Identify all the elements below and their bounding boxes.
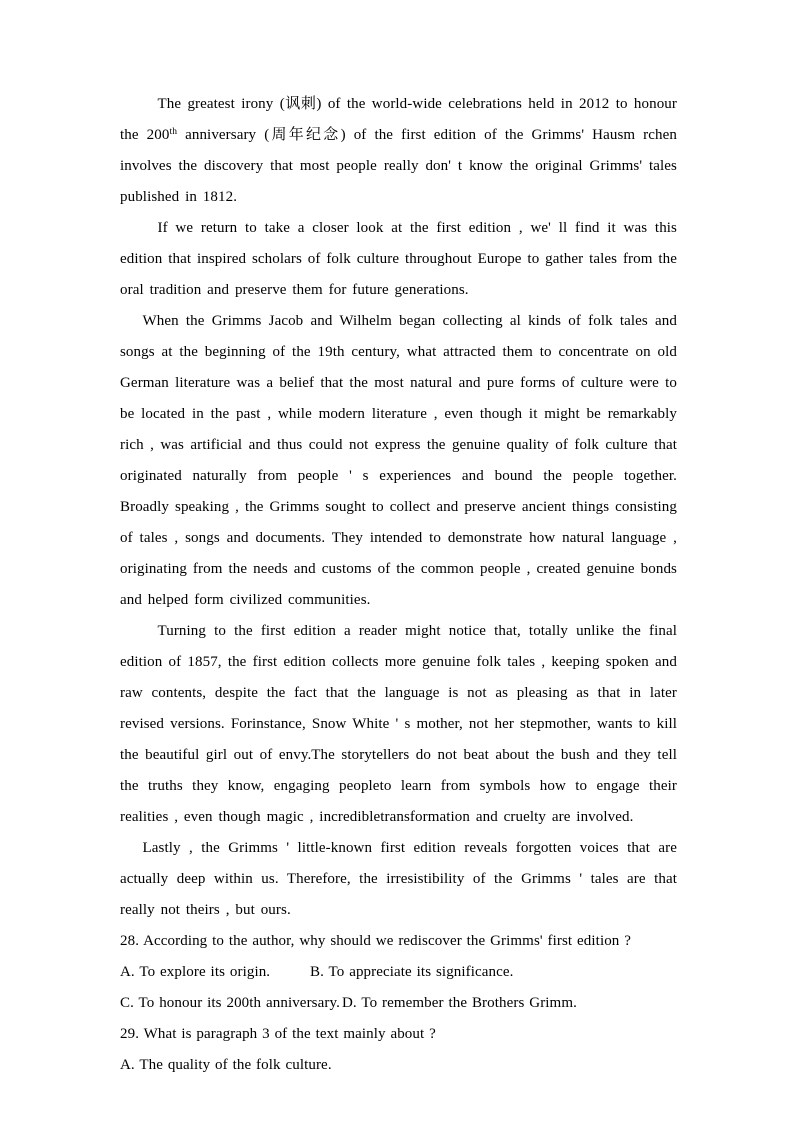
paragraph-3: When the Grimms Jacob and Wilhelm began collecting al kinds of folk tales and songs at the beginning of the 19th century, what attracted them to concentrate on old German literature was a belief that the most natural and pure forms of culture were to be located in the past , while modern literature , even though it might be remarkably rich , was artificial and thus could not express the genuine quality of folk culture that originated naturally from people ' s experiences and bound the people together. Broadly speaking , the Grimms sought to collect and preserve ancient things consisting of tales , songs and documents. They intended to demonstrate how natural language , originating from the needs and customs of the common people , created genuine bonds and helped form civilized communities. <box>120 313 677 608</box>
question-28-option-d: D. To remember the Brothers Grimm. <box>342 995 577 1011</box>
paragraph-5: Lastly , the Grimms ' little-known first edition reveals forgotten voices that are actually deep within us. Therefore, the irresistibility of the Grimms ' tales are that really not theirs , but ours. <box>120 840 677 918</box>
ordinal-th-superscript: th <box>169 127 178 137</box>
question-29-stem: 29. What is paragraph 3 of the text mainly about ? <box>120 1026 436 1042</box>
paragraph-1 <box>120 89 677 213</box>
question-28-stem: 28. According to the author, why should we rediscover the Grimms' first edition ? <box>120 933 632 949</box>
question-28-option-b: B. To appreciate its significance. <box>310 964 514 980</box>
question-28-option-a: A. To explore its origin. <box>120 964 271 980</box>
question-29-option-a: A. The quality of the folk culture. <box>120 1057 332 1073</box>
paragraph-2: If we return to take a closer look at the first edition , we' ll find it was this edition that inspired scholars of folk culture throughout Europe to gather tales from the oral tradition and preserve them for future generations. <box>120 220 677 298</box>
question-28-options-row-2 <box>120 988 677 1019</box>
paragraph-1-text-end: anniversary (周年纪念) of the first edition of the Grimms' Hausm rchen involves the discovery that most people really don' t know the original Grimms' tales published in 1812. <box>120 127 677 205</box>
document-content <box>120 89 677 1081</box>
paragraph-4: Turning to the first edition a reader might notice that, totally unlike the final edition of 1857, the first edition collects more genuine folk tales , keeping spoken and raw contents, despite the fact that the language is not as pleasing as that in later revised versions. Forinstance, Snow White ' s mother, not her stepmother, wants to kill the beautiful girl out of envy.The storytellers do not beat about the bush and they tell the truths they know, engaging peopleto learn from symbols how to engage their realities , even though magic , incredibletransformation and cruelty are involved. <box>120 623 677 825</box>
paragraph-1-text-start: The greatest irony (讽刺) of the world-wide celebrations held in 2012 to honour the 200 <box>120 96 677 143</box>
question-28-option-c: C. To honour its 200th anniversary. <box>120 995 340 1011</box>
question-28-options-row-1 <box>120 957 677 988</box>
